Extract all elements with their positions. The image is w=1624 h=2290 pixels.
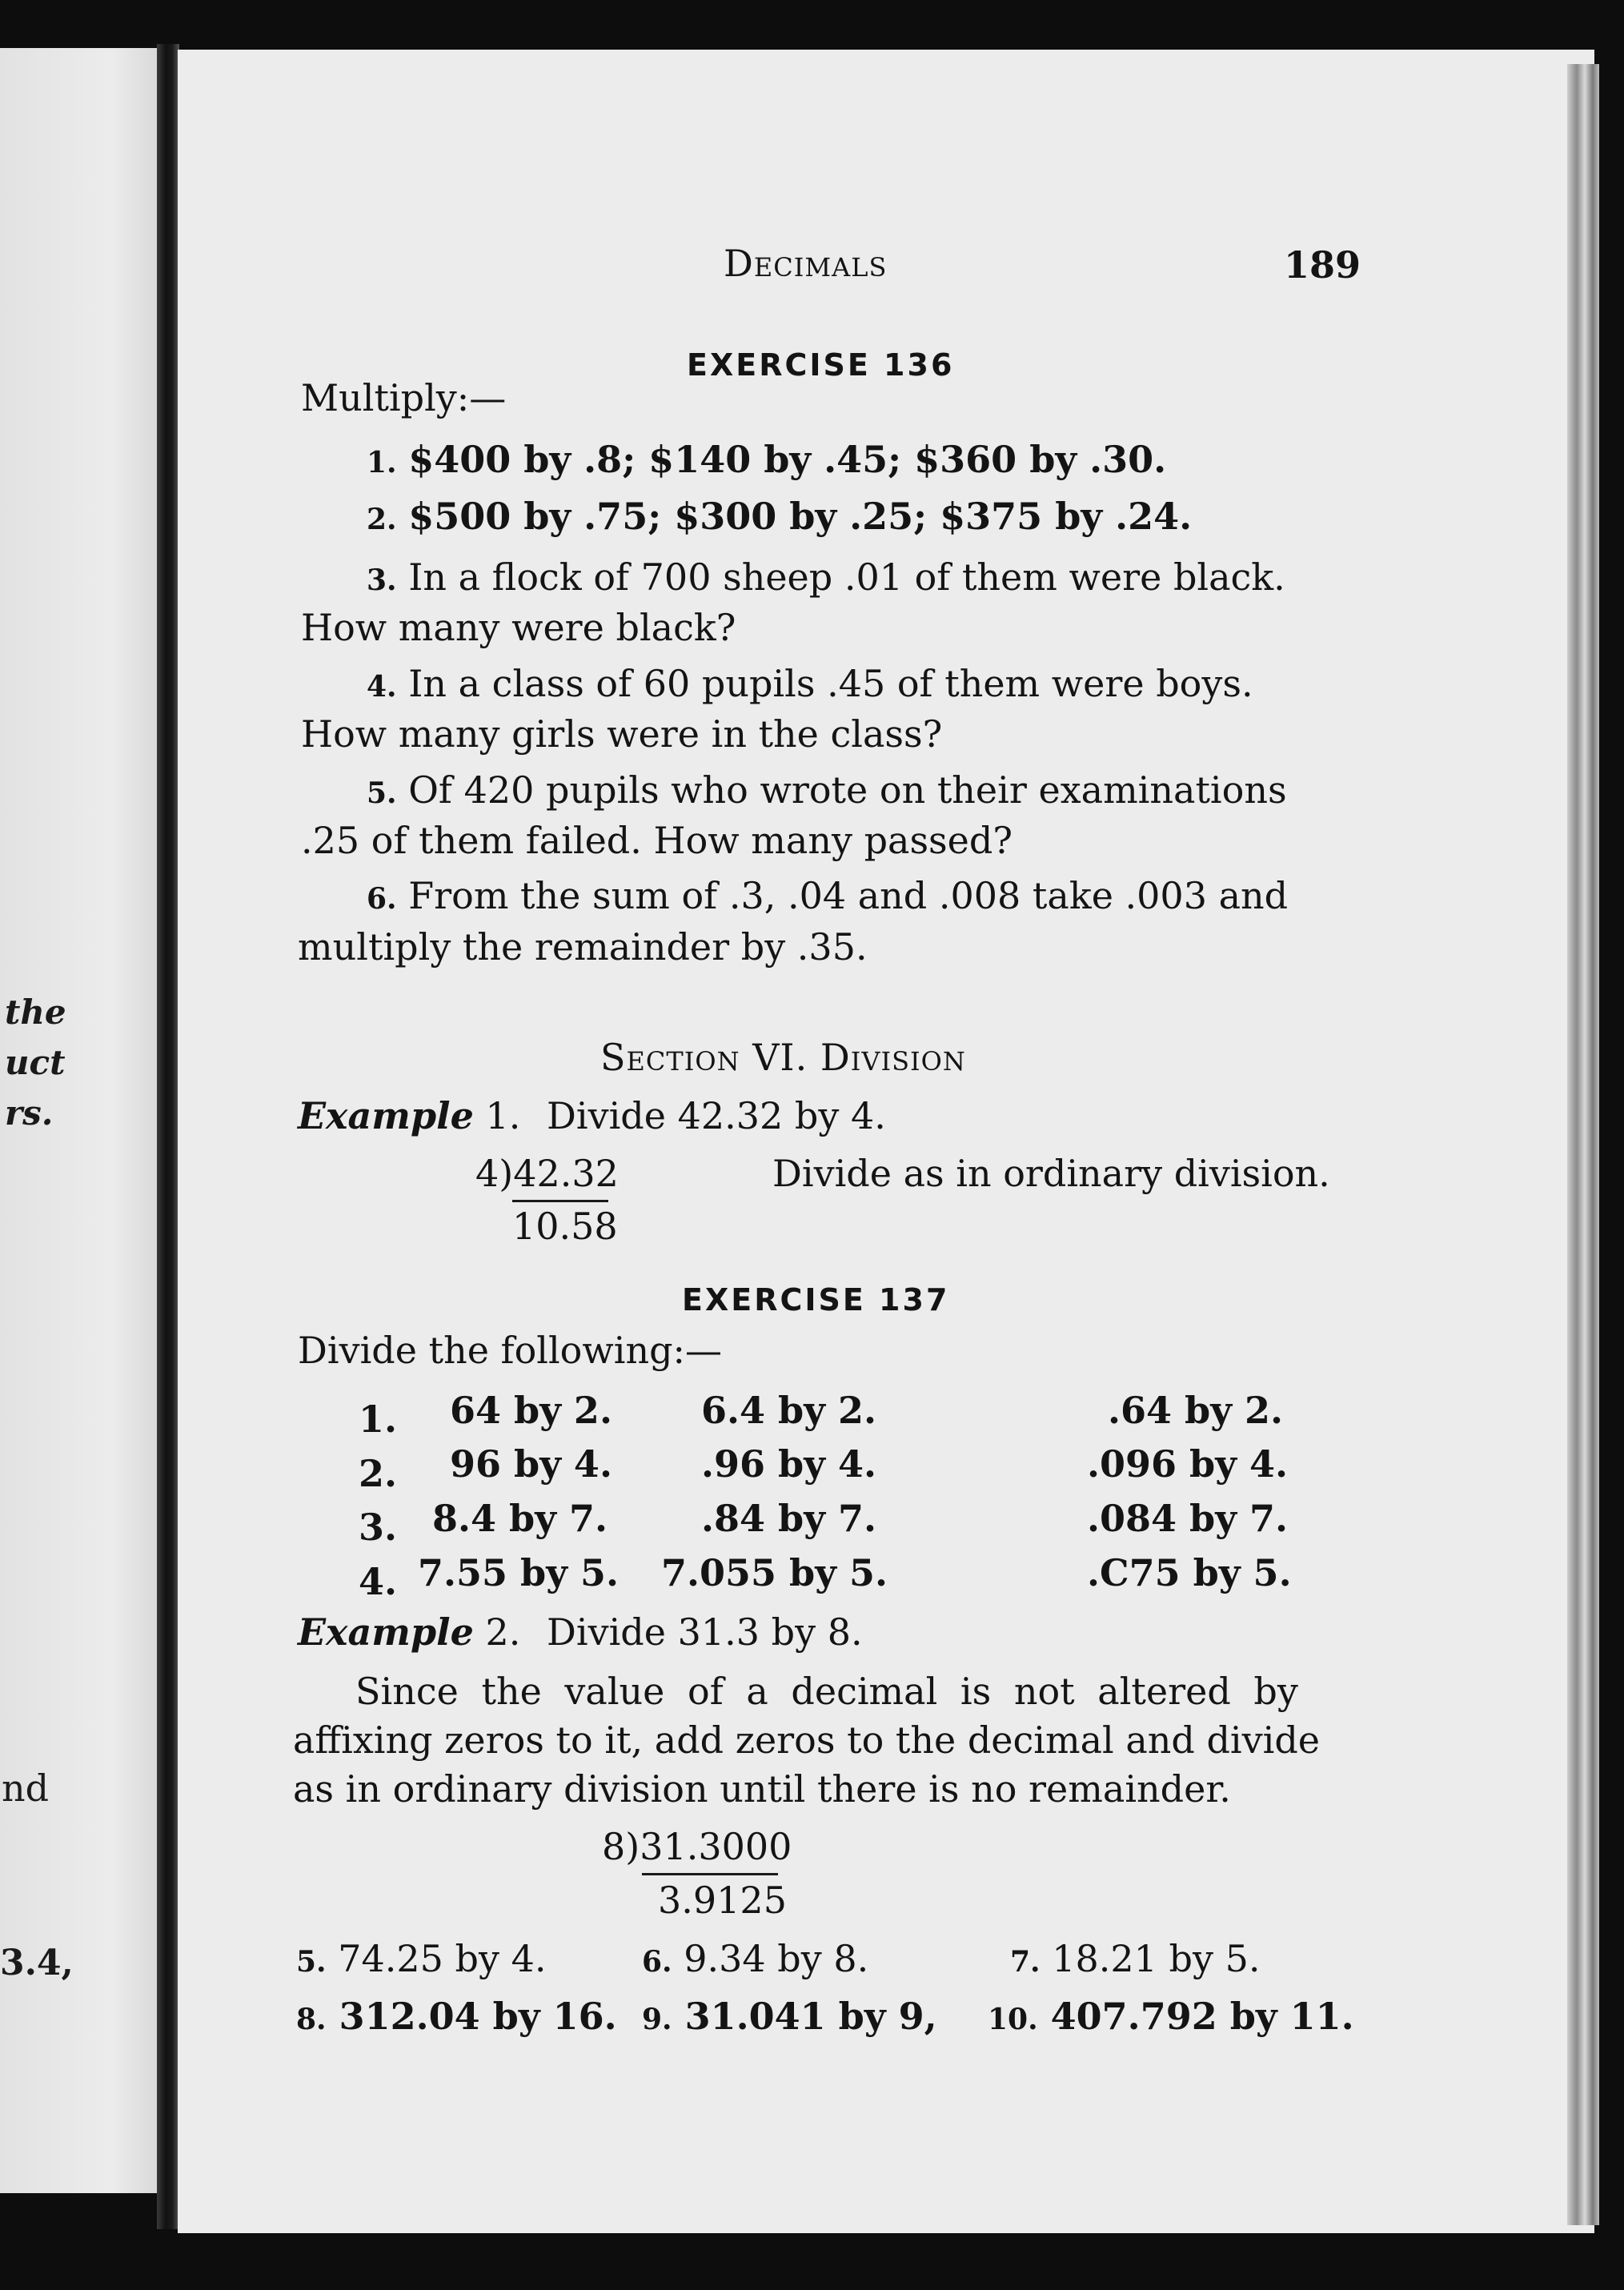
running-head: Decimals bbox=[724, 242, 888, 285]
book-page bbox=[178, 50, 1594, 2233]
problem-1: 1. $400 by .8; $140 by .45; $360 by .30. bbox=[367, 438, 1167, 481]
table-cell: 6.4 by 2. bbox=[701, 1389, 876, 1432]
problem-7: 7. 18.21 by 5. bbox=[1010, 1937, 1261, 1980]
problem-6: 6. 9.34 by 8. bbox=[642, 1937, 869, 1980]
problem-9: 9. 31.041 by 9, bbox=[642, 1995, 937, 2038]
problem-6: 6. From the sum of .3, .04 and .008 take .003 and bbox=[367, 874, 1289, 917]
table-cell: .96 by 4. bbox=[701, 1442, 876, 1486]
problem-8: 8. 312.04 by 16. bbox=[296, 1995, 617, 2038]
margin-fragment: the bbox=[5, 993, 66, 1032]
exercise-heading: EXERCISE 137 bbox=[682, 1282, 950, 1317]
problem-3-cont: How many were black? bbox=[301, 606, 736, 649]
division-bar bbox=[512, 1200, 608, 1202]
example-1-note: Divide as in ordinary division. bbox=[772, 1152, 1330, 1195]
margin-fragment: nd bbox=[2, 1767, 50, 1810]
problem-5: 5. Of 420 pupils who wrote on their examinations bbox=[367, 768, 1287, 812]
table-cell: .84 by 7. bbox=[701, 1497, 876, 1540]
problem-5: 5. 74.25 by 4. bbox=[296, 1937, 547, 1980]
problem-10: 10. 407.792 by 11. bbox=[988, 1995, 1354, 2038]
table-cell: 64 by 2. bbox=[450, 1389, 612, 1432]
row-number: 1. bbox=[359, 1398, 398, 1441]
explanation-line: Since the value of a decimal is not altered by bbox=[355, 1670, 1298, 1713]
table-cell: .64 by 2. bbox=[1108, 1389, 1283, 1432]
example-1: Example 1. Divide 42.32 by 4. bbox=[298, 1094, 886, 1137]
example-2-quotient: 3.9125 bbox=[658, 1879, 787, 1922]
table-cell: .096 by 4. bbox=[1087, 1442, 1288, 1486]
section-heading: Section VI. Division bbox=[600, 1036, 966, 1079]
row-number: 3. bbox=[359, 1506, 398, 1549]
example-1-division: 4)42.32 bbox=[475, 1152, 619, 1195]
book-spine-fold bbox=[157, 44, 179, 2229]
exercise-heading: EXERCISE 136 bbox=[687, 347, 955, 383]
exercise-intro: Multiply:— bbox=[301, 376, 507, 419]
table-cell: 8.4 by 7. bbox=[432, 1497, 607, 1540]
page-number: 189 bbox=[1284, 243, 1361, 287]
row-number: 4. bbox=[359, 1560, 398, 1603]
problem-5-cont: .25 of them failed. How many passed? bbox=[301, 819, 1012, 862]
explanation-line: as in ordinary division until there is no remainder. bbox=[293, 1767, 1231, 1811]
example-2: Example 2. Divide 31.3 by 8. bbox=[298, 1610, 863, 1654]
page-edge bbox=[1567, 64, 1599, 2225]
table-cell: .084 by 7. bbox=[1087, 1497, 1288, 1540]
problem-2: 2. $500 by .75; $300 by .25; $375 by .24. bbox=[367, 495, 1193, 538]
example-2-division: 8)31.3000 bbox=[602, 1825, 792, 1868]
row-number: 2. bbox=[359, 1452, 398, 1495]
exercise-intro: Divide the following:— bbox=[298, 1329, 723, 1372]
explanation-line: affixing zeros to it, add zeros to the decimal and divide bbox=[293, 1719, 1321, 1762]
problem-4-cont: How many girls were in the class? bbox=[301, 712, 943, 756]
table-cell: 96 by 4. bbox=[450, 1442, 612, 1486]
table-cell: 7.55 by 5. bbox=[418, 1551, 619, 1594]
table-cell: 7.055 by 5. bbox=[661, 1551, 888, 1594]
margin-fragment: rs. bbox=[5, 1093, 54, 1133]
example-1-quotient: 10.58 bbox=[512, 1205, 618, 1248]
division-bar bbox=[642, 1873, 778, 1875]
table-cell: .C75 by 5. bbox=[1087, 1551, 1292, 1594]
problem-6-cont: multiply the remainder by .35. bbox=[298, 925, 868, 969]
problem-3: 3. In a flock of 700 sheep .01 of them were black. bbox=[367, 555, 1285, 599]
margin-fragment: 3.4, bbox=[0, 1943, 74, 1983]
margin-fragment: uct bbox=[5, 1043, 66, 1082]
problem-4: 4. In a class of 60 pupils .45 of them were boys. bbox=[367, 662, 1253, 705]
